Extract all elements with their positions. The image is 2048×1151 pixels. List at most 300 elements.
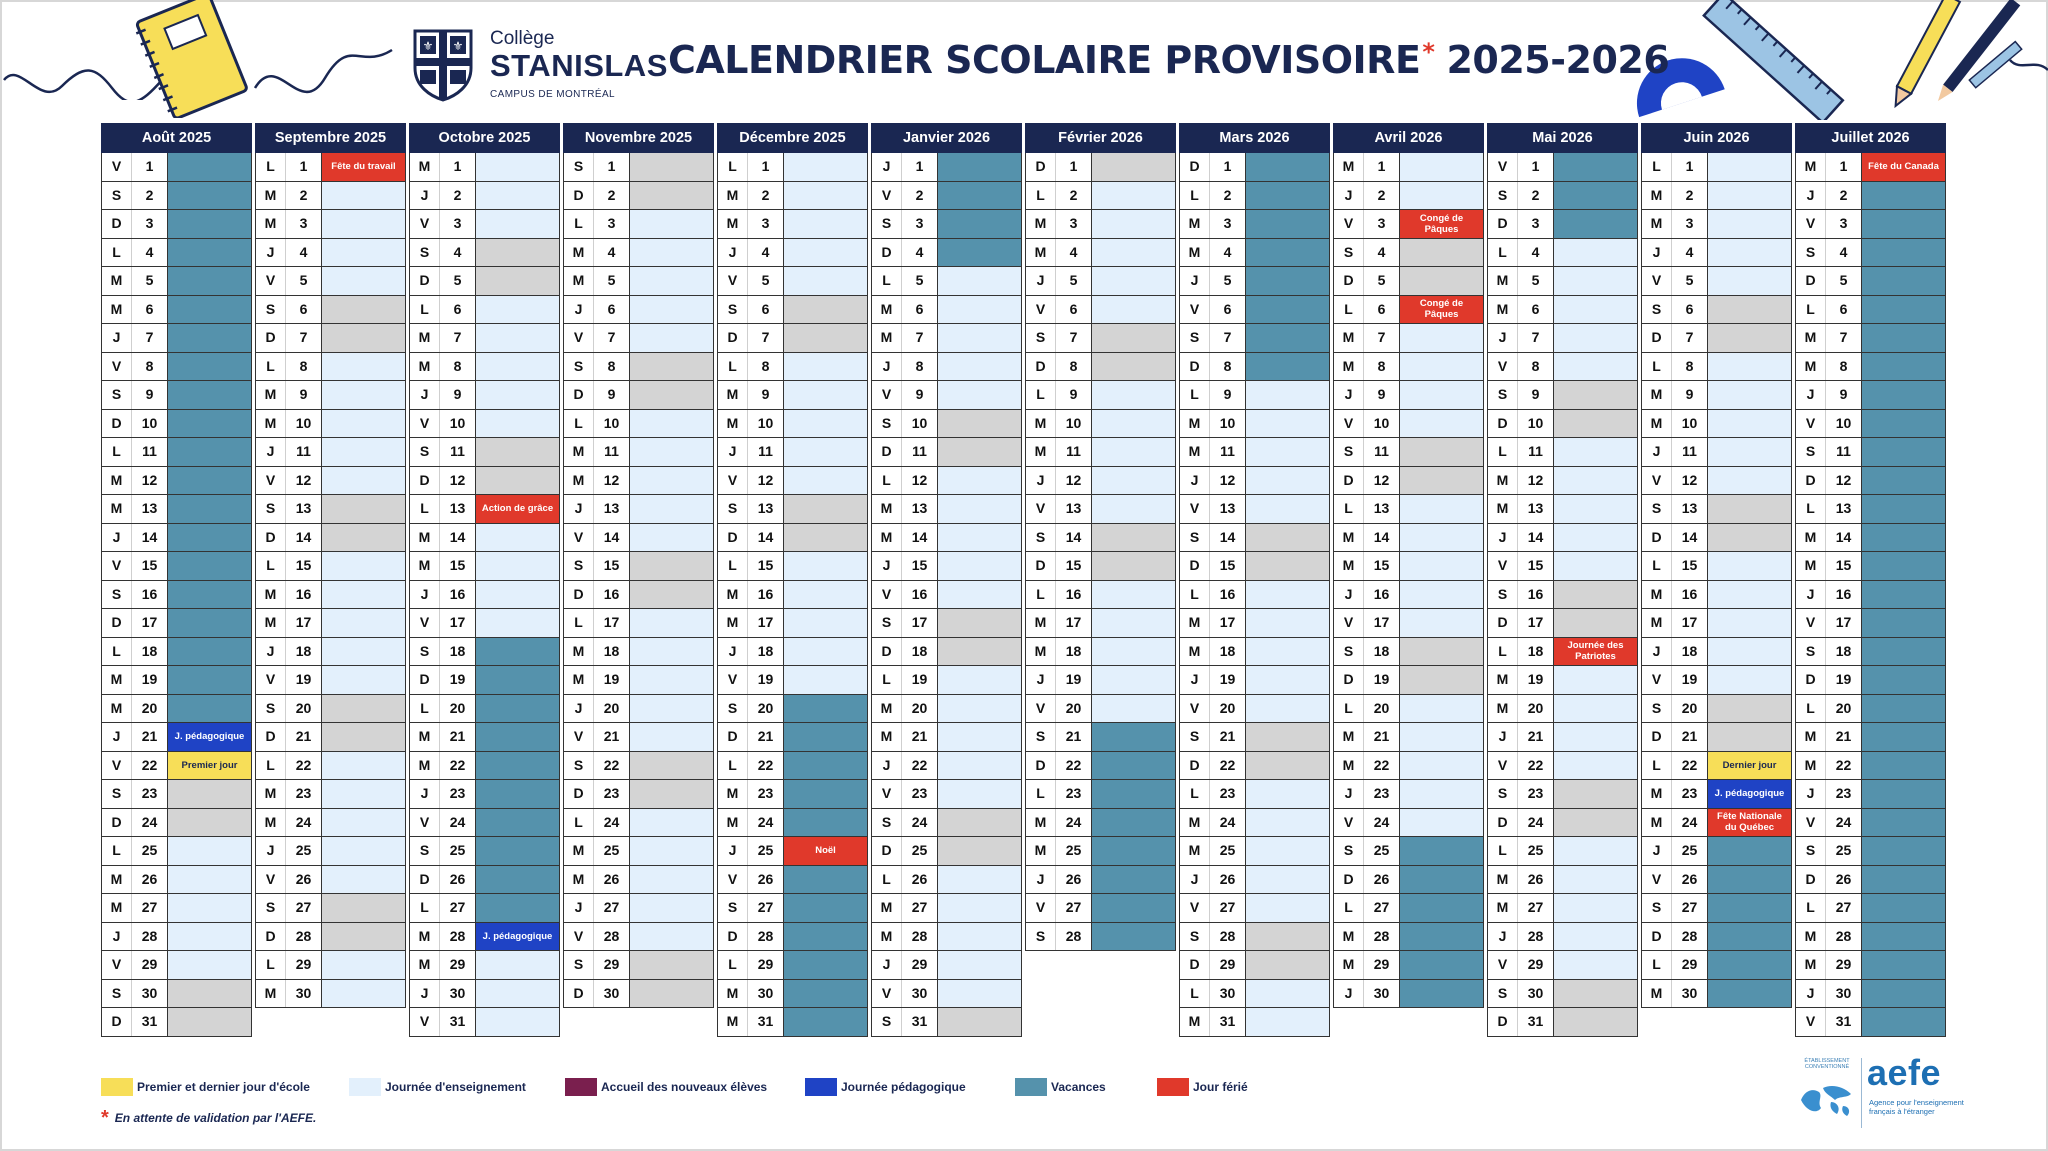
day-row xyxy=(1641,581,1792,610)
day-of-week: L xyxy=(564,410,594,438)
day-status-ens xyxy=(1708,410,1791,438)
day-number: 18 xyxy=(1826,638,1862,666)
day-of-week: L xyxy=(872,666,902,694)
day-row xyxy=(871,894,1022,923)
day-number: 4 xyxy=(748,239,784,267)
day-status-vac xyxy=(168,381,251,409)
day-of-week: D xyxy=(256,923,286,951)
day-number: 29 xyxy=(1826,951,1862,979)
day-status-ens xyxy=(1554,552,1637,580)
day-number: 3 xyxy=(748,210,784,238)
day-of-week: M xyxy=(256,581,286,609)
day-status-vac xyxy=(784,980,867,1008)
day-status-we xyxy=(630,780,713,808)
day-number: 14 xyxy=(1518,524,1554,552)
globe-icon xyxy=(1797,1080,1855,1120)
day-row xyxy=(717,837,868,866)
day-of-week: M xyxy=(1334,723,1364,751)
day-of-week: L xyxy=(718,951,748,979)
day-status-vac xyxy=(1708,894,1791,922)
day-status-vac xyxy=(1400,837,1483,865)
day-number: 26 xyxy=(1210,866,1246,894)
day-row xyxy=(1795,182,1946,211)
day-of-week: M xyxy=(256,182,286,210)
day-status-vac xyxy=(1246,210,1329,238)
day-row xyxy=(1025,581,1176,610)
day-of-week: J xyxy=(410,381,440,409)
day-row xyxy=(1487,239,1638,268)
day-of-week: J xyxy=(1180,267,1210,295)
day-status-vac xyxy=(476,809,559,837)
day-of-week: M xyxy=(410,923,440,951)
day-status-ens xyxy=(938,894,1021,922)
day-of-week: S xyxy=(1642,495,1672,523)
day-of-week: J xyxy=(1796,780,1826,808)
day-number: 3 xyxy=(132,210,168,238)
day-of-week: V xyxy=(718,866,748,894)
day-of-week: V xyxy=(256,467,286,495)
day-of-week: V xyxy=(1796,609,1826,637)
day-of-week: M xyxy=(1180,809,1210,837)
day-of-week: M xyxy=(1488,894,1518,922)
day-row xyxy=(1487,638,1638,667)
day-status-ens xyxy=(476,182,559,210)
day-row xyxy=(717,666,868,695)
day-number: 3 xyxy=(1364,210,1400,238)
day-number: 23 xyxy=(286,780,322,808)
day-row xyxy=(717,210,868,239)
day-of-week: M xyxy=(1796,923,1826,951)
day-status-ens xyxy=(1708,353,1791,381)
day-number: 27 xyxy=(594,894,630,922)
day-of-week: V xyxy=(256,666,286,694)
day-of-week: M xyxy=(1796,353,1826,381)
day-row xyxy=(1641,923,1792,952)
day-row xyxy=(871,723,1022,752)
day-row xyxy=(409,182,560,211)
day-of-week: S xyxy=(1180,324,1210,352)
day-number: 12 xyxy=(1826,467,1862,495)
day-row xyxy=(1179,381,1330,410)
day-status-vac xyxy=(1092,809,1175,837)
day-number: 14 xyxy=(286,524,322,552)
day-of-week: V xyxy=(1334,210,1364,238)
day-number: 11 xyxy=(594,438,630,466)
day-number: 10 xyxy=(902,410,938,438)
day-number: 9 xyxy=(594,381,630,409)
day-of-week: V xyxy=(410,1008,440,1036)
day-row xyxy=(409,980,560,1009)
day-of-week: S xyxy=(1334,638,1364,666)
day-status-vac xyxy=(168,581,251,609)
day-of-week: D xyxy=(1796,666,1826,694)
day-status-ens xyxy=(630,837,713,865)
logo-stanislas-text: STANISLAS xyxy=(490,48,668,83)
day-row xyxy=(1333,267,1484,296)
day-number: 15 xyxy=(1518,552,1554,580)
day-status-ens xyxy=(938,581,1021,609)
day-status-vac xyxy=(1554,182,1637,210)
day-number: 25 xyxy=(1056,837,1092,865)
day-row xyxy=(563,239,714,268)
day-status-ens xyxy=(1092,296,1175,324)
day-of-week: V xyxy=(410,410,440,438)
day-status-ens xyxy=(322,182,405,210)
day-of-week: S xyxy=(256,894,286,922)
day-row xyxy=(1333,866,1484,895)
day-number: 18 xyxy=(594,638,630,666)
day-row xyxy=(1025,638,1176,667)
day-row xyxy=(101,666,252,695)
day-of-week: M xyxy=(410,723,440,751)
day-of-week: D xyxy=(872,239,902,267)
day-of-week: D xyxy=(1796,866,1826,894)
day-row xyxy=(409,894,560,923)
day-of-week: M xyxy=(1180,837,1210,865)
day-number: 19 xyxy=(1364,666,1400,694)
day-status-we xyxy=(630,980,713,1008)
day-of-week: M xyxy=(1642,780,1672,808)
day-of-week: L xyxy=(1642,752,1672,780)
day-status-ens xyxy=(1554,894,1637,922)
day-row xyxy=(255,353,406,382)
day-number: 27 xyxy=(440,894,476,922)
day-number: 7 xyxy=(1672,324,1708,352)
day-number: 21 xyxy=(594,723,630,751)
day-number: 15 xyxy=(1672,552,1708,580)
day-number: 18 xyxy=(1056,638,1092,666)
day-of-week: M xyxy=(718,980,748,1008)
day-number: 12 xyxy=(1364,467,1400,495)
day-row xyxy=(409,837,560,866)
day-status-we xyxy=(1708,296,1791,324)
day-number: 19 xyxy=(748,666,784,694)
day-number: 30 xyxy=(1364,980,1400,1008)
day-status-ens xyxy=(630,296,713,324)
day-status-ens xyxy=(630,894,713,922)
day-number: 23 xyxy=(1672,780,1708,808)
day-status-ens xyxy=(1246,495,1329,523)
day-of-week: D xyxy=(1488,809,1518,837)
day-number: 15 xyxy=(1056,552,1092,580)
day-of-week: D xyxy=(1334,267,1364,295)
day-number: 14 xyxy=(902,524,938,552)
day-number: 12 xyxy=(1056,467,1092,495)
day-status-vac xyxy=(784,1008,867,1036)
day-row xyxy=(1179,524,1330,553)
day-of-week: M xyxy=(102,695,132,723)
day-number: 1 xyxy=(902,153,938,181)
day-number: 27 xyxy=(1672,894,1708,922)
day-row xyxy=(1487,666,1638,695)
day-number: 30 xyxy=(1210,980,1246,1008)
day-row xyxy=(717,609,868,638)
day-of-week: V xyxy=(872,980,902,1008)
day-status-ens xyxy=(938,723,1021,751)
day-row xyxy=(255,923,406,952)
day-row xyxy=(255,182,406,211)
month-column xyxy=(1179,123,1330,1037)
day-row xyxy=(1487,552,1638,581)
day-row xyxy=(871,923,1022,952)
day-row xyxy=(409,210,560,239)
day-status-vac xyxy=(168,353,251,381)
day-number: 2 xyxy=(132,182,168,210)
day-number: 20 xyxy=(594,695,630,723)
day-number: 11 xyxy=(1364,438,1400,466)
day-row xyxy=(409,410,560,439)
day-row xyxy=(717,324,868,353)
day-status-ens xyxy=(1554,324,1637,352)
day-of-week: L xyxy=(1796,296,1826,324)
day-status-vac xyxy=(1862,894,1945,922)
day-status-fer: Fête Nationale du Québec xyxy=(1708,809,1791,837)
day-status-ens xyxy=(938,951,1021,979)
day-number: 4 xyxy=(902,239,938,267)
day-number: 21 xyxy=(132,723,168,751)
day-status-ens xyxy=(784,410,867,438)
day-status-vac xyxy=(938,153,1021,181)
day-row xyxy=(255,666,406,695)
day-status-ens xyxy=(938,552,1021,580)
day-row xyxy=(1795,239,1946,268)
day-of-week: M xyxy=(1334,524,1364,552)
day-of-week: M xyxy=(1026,438,1056,466)
day-of-week: V xyxy=(1026,894,1056,922)
day-number: 3 xyxy=(594,210,630,238)
day-status-vac xyxy=(1708,980,1791,1008)
day-row xyxy=(1333,438,1484,467)
legend xyxy=(101,1077,1301,1099)
day-row xyxy=(563,296,714,325)
day-status-we xyxy=(1246,951,1329,979)
day-status-ens xyxy=(476,552,559,580)
day-status-ens xyxy=(1246,780,1329,808)
day-status-ens xyxy=(476,951,559,979)
day-of-week: D xyxy=(1026,353,1056,381)
day-row xyxy=(1179,866,1330,895)
day-of-week: V xyxy=(1796,1008,1826,1036)
day-row xyxy=(1487,581,1638,610)
day-number: 17 xyxy=(440,609,476,637)
day-status-we xyxy=(1708,723,1791,751)
day-of-week: D xyxy=(256,723,286,751)
day-of-week: M xyxy=(872,894,902,922)
day-status-we xyxy=(168,1008,251,1036)
day-row xyxy=(101,182,252,211)
day-status-we xyxy=(168,780,251,808)
day-number: 29 xyxy=(132,951,168,979)
day-row xyxy=(871,239,1022,268)
day-number: 22 xyxy=(1364,752,1400,780)
day-row xyxy=(101,609,252,638)
day-number: 13 xyxy=(902,495,938,523)
day-status-ens xyxy=(1708,638,1791,666)
day-of-week: M xyxy=(1180,210,1210,238)
day-number: 23 xyxy=(1518,780,1554,808)
day-row xyxy=(871,780,1022,809)
day-row xyxy=(1641,837,1792,866)
day-of-week: J xyxy=(564,894,594,922)
day-of-week: M xyxy=(872,723,902,751)
day-status-vac xyxy=(1092,837,1175,865)
month-column xyxy=(1487,123,1638,1037)
day-number: 24 xyxy=(286,809,322,837)
month-column xyxy=(1025,123,1176,951)
day-number: 5 xyxy=(594,267,630,295)
day-status-ens xyxy=(1092,267,1175,295)
day-number: 8 xyxy=(594,353,630,381)
day-status-vac xyxy=(1862,552,1945,580)
day-status-vac xyxy=(168,524,251,552)
day-row xyxy=(1333,723,1484,752)
day-row xyxy=(1795,780,1946,809)
day-number: 23 xyxy=(1826,780,1862,808)
day-status-we xyxy=(938,809,1021,837)
day-status-fer: Action de grâce xyxy=(476,495,559,523)
day-number: 4 xyxy=(1826,239,1862,267)
day-row xyxy=(1641,552,1792,581)
day-number: 3 xyxy=(1056,210,1092,238)
month-column xyxy=(717,123,868,1037)
day-number: 7 xyxy=(594,324,630,352)
day-number: 13 xyxy=(748,495,784,523)
day-number: 7 xyxy=(1518,324,1554,352)
month-column xyxy=(563,123,714,1008)
day-status-ens xyxy=(1400,780,1483,808)
day-number: 10 xyxy=(748,410,784,438)
day-number: 15 xyxy=(1210,552,1246,580)
day-of-week: L xyxy=(1180,780,1210,808)
day-row xyxy=(255,609,406,638)
day-row xyxy=(717,780,868,809)
day-status-ens xyxy=(1092,638,1175,666)
day-of-week: V xyxy=(564,923,594,951)
day-number: 18 xyxy=(1364,638,1400,666)
day-of-week: L xyxy=(1642,353,1672,381)
day-status-ens xyxy=(1708,210,1791,238)
month-column xyxy=(871,123,1022,1037)
day-row xyxy=(871,410,1022,439)
day-status-vac xyxy=(1708,923,1791,951)
day-number: 19 xyxy=(902,666,938,694)
day-status-vac xyxy=(476,894,559,922)
day-of-week: L xyxy=(718,752,748,780)
day-number: 8 xyxy=(1056,353,1092,381)
day-number: 10 xyxy=(1056,410,1092,438)
day-of-week: M xyxy=(1026,837,1056,865)
day-of-week: D xyxy=(718,324,748,352)
day-number: 26 xyxy=(286,866,322,894)
day-number: 31 xyxy=(748,1008,784,1036)
day-status-ens xyxy=(630,666,713,694)
day-row xyxy=(1025,524,1176,553)
day-of-week: M xyxy=(102,296,132,324)
day-of-week: S xyxy=(1796,638,1826,666)
day-row xyxy=(1795,581,1946,610)
day-row xyxy=(717,894,868,923)
day-status-ens xyxy=(1554,296,1637,324)
day-number: 4 xyxy=(132,239,168,267)
day-row xyxy=(1487,780,1638,809)
day-status-ens xyxy=(1708,581,1791,609)
day-number: 21 xyxy=(748,723,784,751)
day-number: 22 xyxy=(440,752,476,780)
day-number: 29 xyxy=(748,951,784,979)
day-number: 11 xyxy=(1672,438,1708,466)
day-number: 1 xyxy=(286,153,322,181)
day-status-we xyxy=(322,324,405,352)
day-number: 13 xyxy=(1364,495,1400,523)
day-number: 6 xyxy=(748,296,784,324)
day-number: 5 xyxy=(286,267,322,295)
day-status-we xyxy=(1554,809,1637,837)
day-status-we xyxy=(630,951,713,979)
day-row xyxy=(1333,837,1484,866)
day-of-week: D xyxy=(102,1008,132,1036)
day-number: 12 xyxy=(902,467,938,495)
day-row xyxy=(717,410,868,439)
day-row xyxy=(101,267,252,296)
day-row xyxy=(1641,495,1792,524)
day-of-week: S xyxy=(1180,524,1210,552)
day-of-week: L xyxy=(1796,894,1826,922)
day-of-week: S xyxy=(1334,239,1364,267)
day-status-vac xyxy=(1400,923,1483,951)
day-of-week: M xyxy=(718,381,748,409)
legend-swatch xyxy=(1157,1078,1189,1096)
day-row xyxy=(1179,837,1330,866)
day-status-we xyxy=(1246,552,1329,580)
day-number: 15 xyxy=(440,552,476,580)
day-of-week: V xyxy=(872,182,902,210)
day-row xyxy=(1179,923,1330,952)
day-number: 7 xyxy=(1826,324,1862,352)
day-of-week: L xyxy=(718,353,748,381)
day-of-week: D xyxy=(1796,467,1826,495)
day-row xyxy=(717,723,868,752)
day-status-vac xyxy=(168,324,251,352)
day-number: 21 xyxy=(1210,723,1246,751)
day-row xyxy=(409,695,560,724)
day-row xyxy=(1025,552,1176,581)
day-row xyxy=(1641,239,1792,268)
day-of-week: M xyxy=(872,524,902,552)
day-number: 22 xyxy=(748,752,784,780)
svg-text:⚜: ⚜ xyxy=(422,39,434,53)
day-of-week: M xyxy=(102,495,132,523)
day-of-week: L xyxy=(564,210,594,238)
day-of-week: S xyxy=(256,296,286,324)
day-row xyxy=(1641,780,1792,809)
day-status-ens xyxy=(476,324,559,352)
day-row xyxy=(1179,296,1330,325)
day-row xyxy=(871,296,1022,325)
day-number: 15 xyxy=(1826,552,1862,580)
day-status-ens xyxy=(784,239,867,267)
day-row xyxy=(101,1008,252,1037)
day-status-we xyxy=(1092,524,1175,552)
day-of-week: M xyxy=(1796,951,1826,979)
day-row xyxy=(563,324,714,353)
day-status-ens xyxy=(1246,980,1329,1008)
day-of-week: D xyxy=(102,210,132,238)
day-number: 24 xyxy=(440,809,476,837)
day-row xyxy=(1179,153,1330,182)
day-status-we xyxy=(784,324,867,352)
day-of-week: M xyxy=(1180,239,1210,267)
day-of-week: D xyxy=(718,524,748,552)
